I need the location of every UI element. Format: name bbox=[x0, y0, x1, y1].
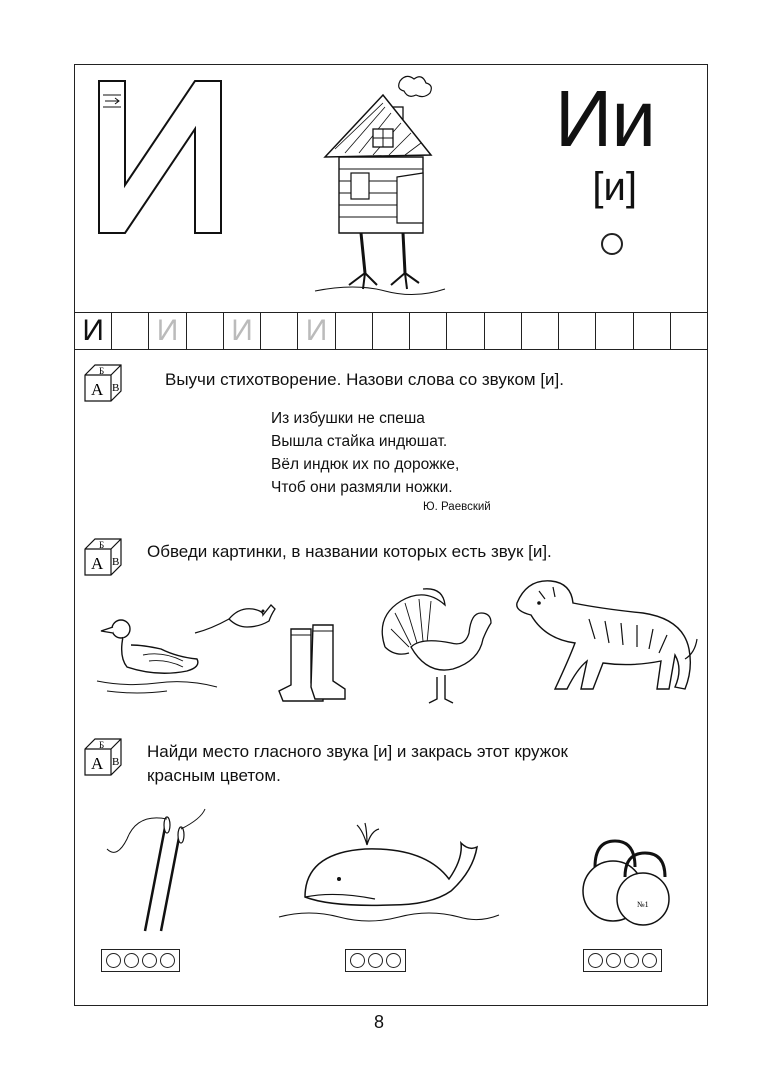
sound-slot[interactable] bbox=[642, 953, 657, 968]
abv-letter-v: В bbox=[112, 382, 120, 394]
kettlebells-picture bbox=[575, 837, 675, 933]
tracing-cell[interactable] bbox=[671, 313, 707, 349]
sound-slot[interactable] bbox=[368, 953, 383, 968]
abv-cube-icon bbox=[81, 535, 125, 579]
svg-text:Б: Б bbox=[99, 740, 105, 750]
whale-picture bbox=[275, 817, 505, 937]
tracing-cell[interactable] bbox=[485, 313, 522, 349]
sound-slot[interactable] bbox=[124, 953, 139, 968]
tiger-picture[interactable] bbox=[509, 573, 699, 703]
tracing-cell[interactable]: И bbox=[298, 313, 335, 349]
tracing-cell[interactable] bbox=[336, 313, 373, 349]
tracing-cell[interactable]: И bbox=[224, 313, 261, 349]
tracing-cell[interactable] bbox=[447, 313, 484, 349]
tracing-cell[interactable] bbox=[559, 313, 596, 349]
needles-picture bbox=[105, 807, 215, 937]
abv-cube-icon bbox=[81, 735, 125, 779]
boots-picture[interactable] bbox=[269, 621, 359, 711]
outline-letter bbox=[95, 77, 227, 237]
hut-picture bbox=[305, 73, 455, 303]
task3-line: Найди место гласного звука [и] и закрась этот кружок bbox=[147, 742, 568, 761]
svg-text:А: А bbox=[91, 754, 104, 773]
page-number: 8 bbox=[373, 1012, 384, 1032]
tracing-cell[interactable] bbox=[373, 313, 410, 349]
worksheet-frame bbox=[74, 64, 708, 1006]
tracing-cell[interactable] bbox=[187, 313, 224, 349]
sound-slot[interactable] bbox=[142, 953, 157, 968]
poem-line: Чтоб они размяли ножки. bbox=[271, 479, 453, 496]
tracing-row bbox=[75, 313, 707, 350]
tracing-cell[interactable]: И bbox=[149, 313, 186, 349]
task3-line: красным цветом. bbox=[147, 766, 281, 785]
svg-text:В: В bbox=[112, 556, 120, 568]
tracing-cell[interactable] bbox=[634, 313, 671, 349]
sound-slot[interactable] bbox=[606, 953, 621, 968]
turkey-picture[interactable] bbox=[371, 587, 495, 707]
tracing-cell[interactable] bbox=[410, 313, 447, 349]
sound-slot[interactable] bbox=[588, 953, 603, 968]
tracing-cell: И bbox=[75, 313, 112, 349]
vowel-sound-circle bbox=[601, 233, 623, 255]
tracing-cell[interactable] bbox=[261, 313, 298, 349]
sound-scheme-kettlebells bbox=[583, 949, 662, 972]
kettlebell-label: №1 bbox=[637, 900, 649, 909]
sound-slot[interactable] bbox=[386, 953, 401, 968]
tracing-cell[interactable] bbox=[112, 313, 149, 349]
svg-text:А: А bbox=[91, 554, 104, 573]
abv-cube-icon bbox=[81, 361, 125, 405]
tracing-cell[interactable] bbox=[522, 313, 559, 349]
phoneme-label: [и] bbox=[592, 165, 637, 209]
poem-line: Вышла стайка индюшат. bbox=[271, 433, 448, 450]
sound-slot[interactable] bbox=[106, 953, 121, 968]
sound-slot[interactable] bbox=[350, 953, 365, 968]
letter-header bbox=[75, 65, 707, 313]
sound-slot[interactable] bbox=[624, 953, 639, 968]
task3-instruction bbox=[147, 740, 568, 788]
poem bbox=[271, 407, 459, 499]
poem-line: Вёл индюк их по дорожке, bbox=[271, 456, 460, 473]
svg-text:В: В bbox=[112, 756, 120, 768]
poem-author: Ю. Раевский bbox=[423, 501, 491, 513]
poem-line: Из избушки не спеша bbox=[271, 410, 425, 427]
abv-letter-b: Б bbox=[99, 366, 105, 376]
sound-scheme-whale bbox=[345, 949, 406, 972]
task2-instruction: Обведи картинки, в названии которых есть звук [и]. bbox=[147, 542, 552, 561]
svg-text:Б: Б bbox=[99, 540, 105, 550]
letter-pair: Ии bbox=[554, 74, 655, 163]
task1-instruction: Выучи стихотворение. Назови слова со звуком [и]. bbox=[165, 370, 564, 389]
sound-scheme-needles bbox=[101, 949, 180, 972]
abv-letter-a: А bbox=[91, 380, 104, 399]
sound-slot[interactable] bbox=[160, 953, 175, 968]
tracing-cell[interactable] bbox=[596, 313, 633, 349]
